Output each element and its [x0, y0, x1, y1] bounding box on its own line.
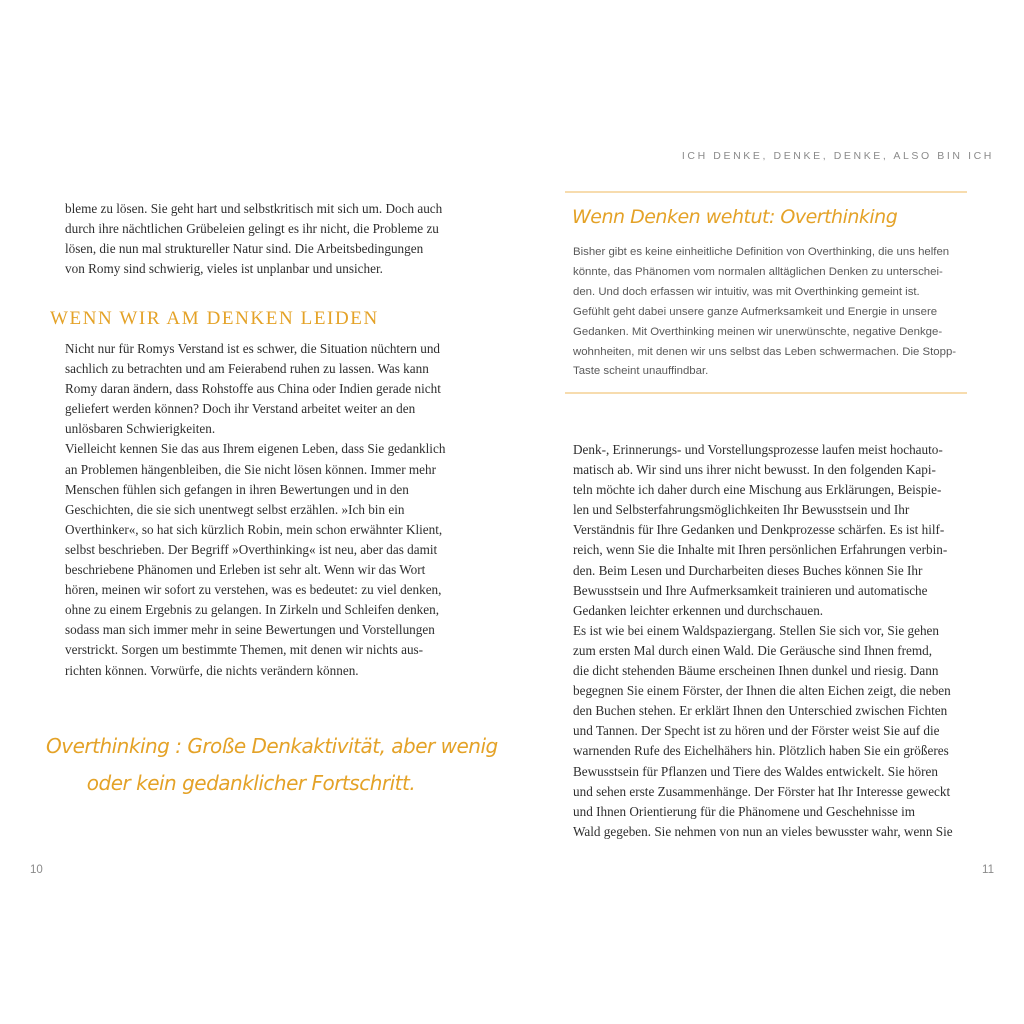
text-line: den. Beim Lesen und Durcharbeiten dieses Buches können Sie Ihr [573, 562, 923, 578]
text-line: geliefert werden können? Doch ihr Verstand arbeitet weiter an den [65, 401, 416, 417]
box-text [573, 243, 956, 382]
text-line: sodass man sich immer mehr in seine Bewertungen und Vorstellungen [65, 622, 435, 638]
text-line: Menschen fühlen sich gefangen in ihren Bewertungen und in den [65, 481, 409, 497]
text-line: selbst beschrieben. Der Begriff »Overthinking« ist neu, aber das damit [65, 541, 438, 557]
text-line: Verständnis für Ihre Gedanken und Denkprozesse schärfen. Es ist hilf- [573, 522, 945, 538]
page-number-left: 10 [30, 864, 43, 876]
text-line: zum ersten Mal durch einen Wald. Die Geräusche sind Ihnen fremd, [573, 642, 933, 658]
text-line: unlösbaren Schwierigkeiten. [65, 421, 216, 437]
text-line: lösen, die nun mal struktureller Natur sind. Die Arbeitsbedingungen [65, 241, 424, 257]
text-line: warnenden Rufe des Eichelhähers hin. Plötzlich haben Sie ein größeres [573, 743, 949, 759]
text-line: und Ihnen Orientierung für die Phänomene und Geschehnisse im [573, 803, 916, 819]
text-line: Nicht nur für Romys Verstand ist es schwer, die Situation nüchtern und [65, 341, 441, 356]
text-line: an Problemen hängenbleiben, die Sie nicht lösen können. Immer mehr [65, 461, 436, 477]
text-line: len und Selbsterfahrungsmöglichkeiten Ihr Bewusstsein und Ihr [573, 502, 910, 518]
text-line: Bewusstsein für Pflanzen und Tiere des Waldes entwickelt. Sie hören [573, 763, 938, 779]
pull-quote-line: oder kein gedanklicher Fortschritt. [86, 771, 416, 795]
text-line: Denk-, Erinnerungs- und Vorstellungsprozesse laufen meist hochauto- [573, 442, 943, 457]
running-head: ICH DENKE, DENKE, DENKE, ALSO BIN ICH [681, 150, 994, 162]
left-body-text [65, 339, 445, 681]
box-line: könnte, das Phänomen vom normalen alltäglichen Denken zu unterschei- [573, 265, 943, 278]
page-number-right: 11 [982, 864, 994, 876]
box-line: Gedanken. Mit Overthinking meinen wir unerwünschte, negative Denkge- [573, 325, 943, 338]
text-line: und Tannen. Der Specht ist zu hören und der Förster weist Sie auf die [573, 723, 940, 739]
text-line: verstrickt. Sorgen um bestimmte Themen, mit denen wir nichts aus- [65, 642, 424, 658]
text-line: und sehen erste Zusammenhänge. Der Förster hat Ihr Interesse geweckt [573, 783, 951, 799]
text-line: Gedanken leichter erkennen und durchschauen. [573, 602, 824, 618]
intro-paragraph [65, 199, 442, 279]
box-bottom-rule [565, 392, 967, 394]
box-line: Bisher gibt es keine einheitliche Definition von Overthinking, die uns helfen [573, 246, 950, 258]
text-line: sachlich zu betrachten und am Feierabend ruhen zu lassen. Was kann [65, 361, 429, 377]
text-line: Geschichten, die sie sich unentwegt selbst erzählen. »Ich bin ein [65, 501, 405, 517]
box-line: den. Und doch erfassen wir intuitiv, was mit Overthinking gemeint ist. [573, 285, 920, 298]
text-line: durch ihre nächtlichen Grübeleien gelingt es ihr nicht, die Probleme zu [65, 221, 439, 237]
box-top-rule [565, 191, 967, 193]
text-line: hören, meinen wir sofort zu verstehen, was es bedeutet: zu viel denken, [65, 582, 442, 598]
text-line: begegnen Sie einem Förster, der Ihnen die alten Eichen zeigt, die neben [573, 683, 951, 699]
text-line: beschriebene Phänomen und Erleben ist sehr alt. Wenn wir das Wort [65, 562, 426, 578]
text-line: bleme zu lösen. Sie geht hart und selbstkritisch mit sich um. Doch auch [65, 201, 443, 216]
section-heading: WENN WIR AM DENKEN LEIDEN [50, 308, 379, 329]
text-line: von Romy sind schwierig, vieles ist unplanbar und unsicher. [65, 261, 383, 277]
text-line: den Buchen stehen. Er erklärt Ihnen den Unterschied zwischen Fichten [573, 703, 948, 719]
text-line: richten können. Vorwürfe, die nichts verändern können. [65, 662, 359, 678]
text-line: reich, wenn Sie die Inhalte mit Ihren persönlichen Erfahrungen verbin- [573, 542, 948, 558]
text-line: Wald gegeben. Sie nehmen von nun an vieles bewusster wahr, wenn Sie [573, 823, 953, 839]
text-line: Overthinker«, so hat sich kürzlich Robin, mein schon erwähnter Klient, [65, 521, 443, 537]
text-line: die dicht stehenden Bäume erscheinen Ihnen dunkel und riesig. Dann [573, 663, 939, 679]
text-line: matisch ab. Wir sind uns ihrer nicht bewusst. In den folgenden Kapi- [573, 462, 936, 478]
right-body-text [573, 440, 953, 842]
text-line: Bewusstsein und Ihre Aufmerksamkeit trainieren und automatische [573, 582, 928, 598]
text-line: ohne zu einem Ergebnis zu gelangen. In Zirkeln und Schleifen denken, [65, 602, 440, 618]
box-line: Taste scheint unauffindbar. [573, 365, 709, 378]
pull-quote-line: Overthinking : Große Denkaktivität, aber wenig [46, 734, 498, 758]
text-line: teln möchte ich daher durch eine Mischung aus Erklärungen, Beispie- [573, 482, 942, 498]
pull-quote [46, 728, 498, 802]
text-line: Vielleicht kennen Sie das aus Ihrem eigenen Leben, dass Sie gedanklich [65, 441, 446, 457]
box-line: Gefühlt geht dabei unsere ganze Aufmerksamkeit und Energie in unsere [573, 305, 938, 318]
box-title: Wenn Denken wehtut: Overthinking [572, 206, 898, 228]
text-line: Romy daran ändern, dass Rohstoffe aus China oder Indien gerade nicht [65, 381, 441, 397]
text-line: Es ist wie bei einem Waldspaziergang. Stellen Sie sich vor, Sie gehen [573, 622, 939, 638]
box-line: wohnheiten, mit denen wir uns selbst das Leben schwermachen. Die Stopp- [573, 345, 957, 358]
